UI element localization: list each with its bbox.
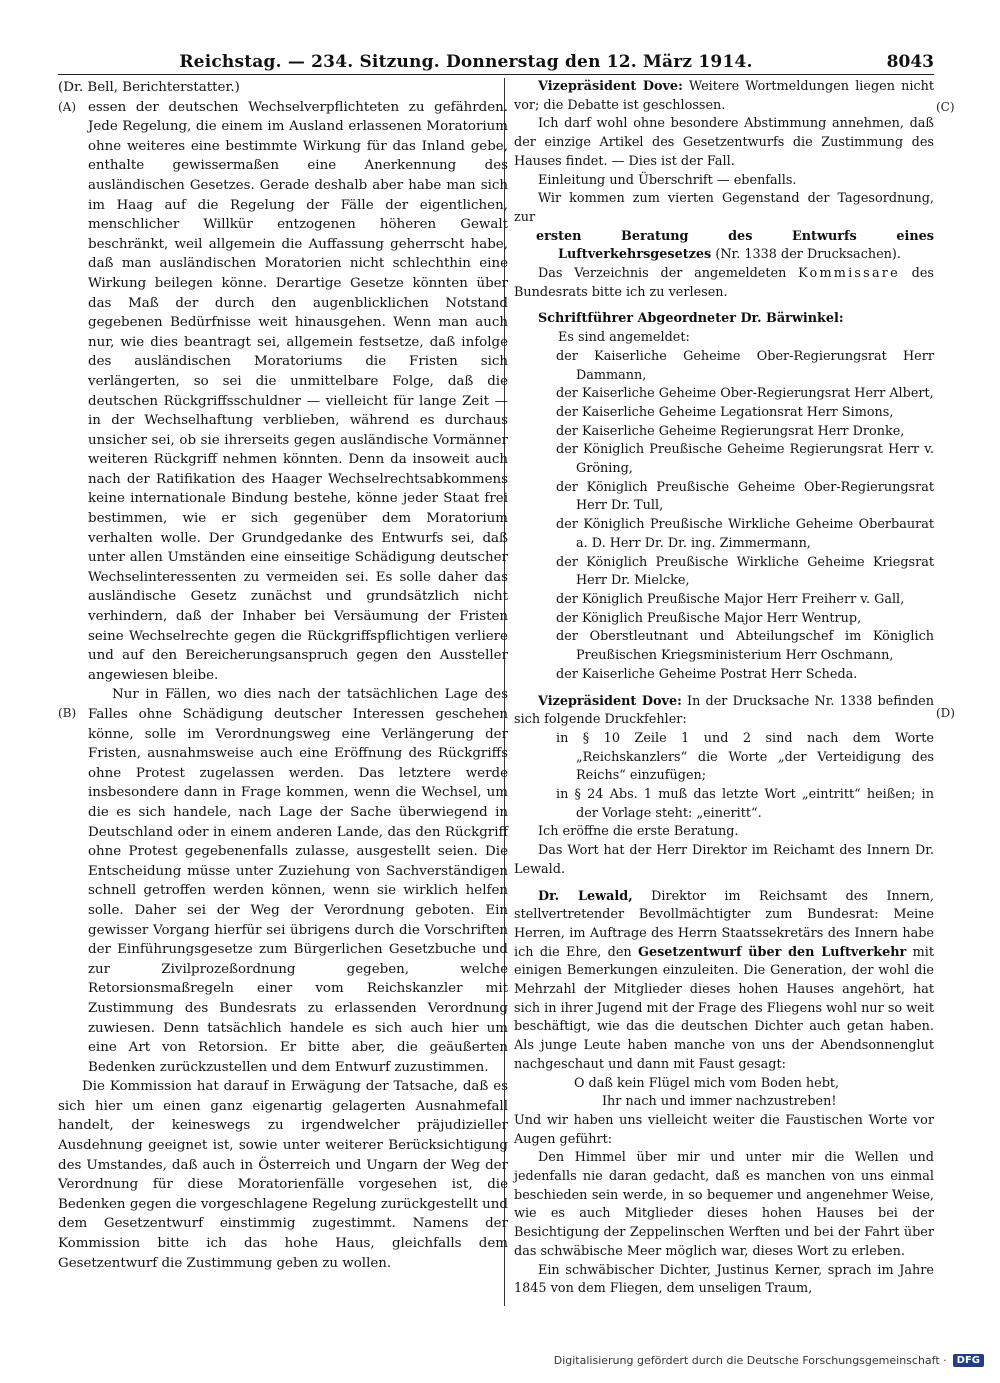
footer <box>554 1351 984 1369</box>
page-header <box>58 52 934 75</box>
speech-text: In der Drucksache Nr. 1338 befinden sich folgende Druckfehler: <box>514 693 934 728</box>
list-item: der Oberstleutnant und Abteilungschef im Königlich Preußischen Kriegsministerium Herr Oschmann, <box>556 629 934 664</box>
list-item: der Königlich Preußische Major Herr Freiherr v. Gall, <box>556 591 905 607</box>
list-item: der Königlich Preußische Geheime Ober-Regierungsrat Herr Dr. Tull, <box>556 479 934 514</box>
paragraph: Ein schwäbischer Dichter, Justinus Kerner, sprach im Jahre 1845 von dem Fliegen, dem unseligen Traum, <box>514 1262 934 1297</box>
list-item: der Kaiserliche Geheime Ober-Regierungsrat Herr Dammann, <box>556 348 934 383</box>
margin-mark-c: (C) <box>936 100 955 114</box>
paragraph: Die Kommission hat darauf in Erwägung der Tatsache, daß es sich hier um einen ganz eigenartig gelagerten Ausnahmefall handelt, der keineswegs zu irgendwelcher präjudizieller Ausdehnung geeignet ist, sowie unter weiterer Berücksichtigung des Umstandes, daß auch in Österreich und Ungarn der Weg der Verordnung für diese Moratorienfälle vorgesehen ist, die Bedenken gegen die vorgeschlagene Regelung zurückgestellt und dem Gesetzentwurf einstimmig zugestimmt. Namens der Kommission bitte ich das hohe Haus, gleichfalls dem Gesetzentwurf die Zustimmung geben zu wollen. <box>58 1079 508 1271</box>
list-item: der Königlich Preußische Geheime Regierungsrat Herr v. Gröning, <box>556 442 934 477</box>
agenda-title: ersten Beratung des Entwurfs eines Luftverkehrsgesetzes <box>536 228 934 263</box>
margin-mark-b: (B) <box>58 706 77 720</box>
continuation-note: (Dr. Bell, Berichterstatter.) <box>58 80 240 95</box>
speaker-label: Schriftführer Abgeordneter Dr. Bärwinkel: <box>538 311 844 327</box>
right-column <box>514 78 934 1299</box>
paragraph: Und wir haben uns vielleicht weiter die Faustischen Worte vor Augen geführt: <box>514 1112 934 1147</box>
speaker-name: Dr. Lewald, <box>538 888 633 904</box>
paragraph: Wir kommen zum vierten Gegenstand der Tagesordnung, zur <box>514 191 934 225</box>
left-column <box>58 78 508 1273</box>
paragraph: Es sind angemeldet: <box>558 330 690 346</box>
paragraph: Ich eröffne die erste Beratung. <box>538 824 739 840</box>
margin-mark-d: (D) <box>936 706 955 720</box>
paragraph: Einleitung und Überschrift — ebenfalls. <box>538 172 797 188</box>
footer-text: Digitalisierung gefördert durch die Deutsche Forschungsgemeinschaft · <box>553 1353 947 1367</box>
paragraph: essen der deutschen Wechselverpflichteten zu gefährden. Jede Regelung, die einem im Ausland erlassenen Moratorium ohne weiteres eine bestimmte Wirkung für das Inland gebe, enthalte gewissermaßen eine Anerkennung des ausländischen Gesetzes. Gerade deshalb aber habe man sich im Haag auf die Regelung der Fälle der eigentlichen, menschlicher Willkür entzogenen höheren Gewalt beschränkt, weil allgemein die Auffassung geherrscht habe, daß man ausländischen Moratorien nicht schlechthin eine Wirkung beilegen könne. Derartige Gesetze könnten über das Maß der durch den augenblicklichen Notstand gegebenen Bedürfnisse weit hinausgehen. Wenn man auch nur, wie dies beantragt sei, allgemein festsetze, daß infolge des ausländischen Moratoriums die Fristen sich verlängerten, so sei die unmittelbare Folge, daß die deutschen Rückgriffsschuldner — vielleicht für lange Zeit — in der Wechselhaftung verblieben, während es durchaus unsicher sei, ob sie ihrerseits gegen ausländische Vormänner weiteren Rückgriff nehmen könnten. Denn da insoweit auch nach der Ratifikation des Haager Wechselrechtsabkommens keine internationale Bindung bestehe, könne jeder Staat frei bestimmen, wie er sich gegenüber dem Moratorium verhalten wolle. Der Grundgedanke des Entwurfs sei, daß unter allen Umständen eine einseitige Schädigung deutscher Wechselinteressenten zu vermeiden sei. Es solle daher das ausländische Gesetz zunächst und grundsätzlich nicht verhindern, daß der Inhaber bei Versäumung der Fristen seine Wechselrechte gegen die Rückgriffspflichtigen verliere und auf den Bereicherungsanspruch gegen den Aussteller angewiesen bleibe. <box>88 99 508 683</box>
speaker-name <box>514 310 934 329</box>
paragraph: Ich darf wohl ohne besondere Abstimmung annehmen, daß der einzige Artikel des Gesetzentwurfs die Zustimmung des Hauses findet. — Dies ist der Fall. <box>514 116 934 169</box>
speaker-name: Vizepräsident Dove: <box>538 79 683 94</box>
text-span: des Bundesrats bitte ich zu verlesen. <box>514 266 934 300</box>
speech-text: Weitere Wortmeldungen liegen nicht vor; die Debatte ist geschlossen. <box>514 79 934 113</box>
emphasis: Kommissare <box>798 266 900 282</box>
list-item: der Königlich Preußische Wirkliche Geheime Kriegsrat Herr Dr. Mielcke, <box>556 554 934 589</box>
list-item: der Kaiserliche Geheime Regierungsrat Herr Dronke, <box>556 423 905 439</box>
list-item: der Königlich Preußische Major Herr Wentrup, <box>556 610 862 626</box>
list-item: in § 10 Zeile 1 und 2 sind nach dem Worte „Reichskanzlers“ die Worte „der Verteidigung des Reichs“ einzufügen; <box>556 730 934 784</box>
list-item: der Königlich Preußische Wirkliche Geheime Oberbaurat a. D. Herr Dr. Dr. ing. Zimmermann, <box>556 517 934 551</box>
speech-text: Direktor im Reichsamt des Innern, stellvertretender Bevollmächtigter zum Bundesrat: Meine Herren, im Auftrage des Herrn Staatssekretärs des Innern habe ich die Ehre, den <box>514 888 934 960</box>
quote-line: Ihr nach und immer nachzustreben! <box>602 1094 837 1110</box>
paragraph: Nur in Fällen, wo dies nach der tatsächlichen Lage des Falles ohne Schädigung deutscher Interessen geschehen könne, solle im Verordnungsweg eine Verlängerung der Fristen, ausnahmsweise auch eine Eröffnung des Rückgriffs ohne Protest zugelassen werden. Das letztere werde insbesondere dann in Frage kommen, wenn die Wechsel, um die es sich handele, nach Lage der Sache überwiegend in Deutschland oder in einem anderen Lande, das den Rückgriff ohne Protest gegebenenfalls zulasse, ausgestellt seien. Die Entscheidung müsse unter Zuziehung von Sachverständigen schnell getroffen werden können, wenn sie wirklich helfen solle. Daher sei der Weg der Verordnung geboten. Ein gewisser Vorgang hierfür sei übrigens durch die Vorschriften der Einführungsgesetze zum Bürgerlichen Gesetzbuche und zur Zivilprozeßordnung gegeben, welche Retorsionsmaßregeln einer vom Reichskanzler mit Zustimmung des Bundesrats zu erlassenden Verordnung zuwiesen. Denn tatsächlich handele es sich auch hier um eine Art von Retorsion. Er bitte aber, die geäußerten Bedenken zurückzustellen und dem Entwurf zuzustimmen. <box>88 687 508 1075</box>
speech-paragraph <box>514 78 934 115</box>
bill-title: Gesetzentwurf über den Luftverkehr <box>638 944 907 960</box>
list-item: der Kaiserliche Geheime Legationsrat Herr Simons, <box>556 404 894 420</box>
list-item: in § 24 Abs. 1 muß das letzte Wort „eintritt“ heißen; in der Vorlage steht: „eineritt“. <box>556 787 934 821</box>
paragraph <box>514 265 934 302</box>
paragraph: Den Himmel über mir und unter mir die Wellen und jedenfalls nie daran gedacht, daß es manchen von uns einmal beschieden sein werde, in so bequemer und angenehmer Weise, wie es auch Mitglieder dieses hohen Hauses bei der Besichtigung der Zeppelinschen Werften und bei der Fahrt über das schwäbische Meer möglich war, dieses Wort zu erleben. <box>514 1150 934 1259</box>
list-item: der Kaiserliche Geheime Postrat Herr Scheda. <box>556 666 858 682</box>
agenda-item <box>514 228 934 265</box>
paragraph: Das Wort hat der Herr Direktor im Reichamt des Innern Dr. Lewald. <box>514 843 934 877</box>
speech-paragraph <box>514 888 934 1075</box>
erratum-list <box>514 730 934 824</box>
running-title: Reichstag. — 234. Sitzung. Donnerstag den 12. März 1914. <box>179 52 753 72</box>
list-item: der Kaiserliche Geheime Ober-Regierungsrat Herr Albert, <box>556 386 934 402</box>
commissioner-list <box>514 348 934 685</box>
page-number: 8043 <box>886 52 934 72</box>
speech-paragraph <box>514 693 934 730</box>
text-span: Das Verzeichnis der angemeldeten <box>538 266 799 282</box>
speaker-name: Vizepräsident Dove: <box>538 693 682 709</box>
quote-line: O daß kein Flügel mich vom Boden hebt, <box>574 1075 840 1091</box>
dfg-logo: DFG <box>953 1354 984 1367</box>
margin-mark-a: (A) <box>58 100 77 114</box>
agenda-ref: (Nr. 1338 der Drucksachen). <box>711 247 901 263</box>
speech-text: mit einigen Bemerkungen einzuleiten. Die Generation, der wohl die Mehrzahl der Mitglieder dieses hohen Hauses angehört, hat sich in ihrer Jugend mit der Frage des Fliegens wohl nur so weit beschäftigt, wie das die deutschen Dichter auch getan haben. Als junge Leute haben manche von uns der Abendsonnenglut nachgeschaut und dann mit Faust gesagt: <box>514 944 934 1072</box>
